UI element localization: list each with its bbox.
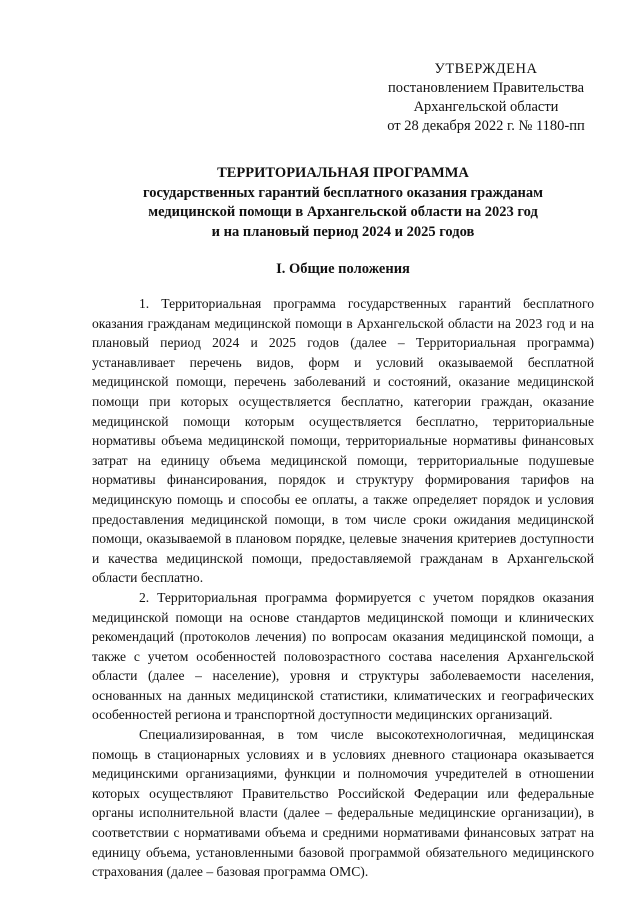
paragraph-3: Специализированная, в том числе высокотехнологичная, медицинская помощь в стационарных условиях и в условиях дневного стационара оказывается медицинскими организациями, функции и полномочия учредителей в отношении которых осуществляют Правительство Российской Федерации или федеральные органы исполнительной власти (далее – федеральные медицинские организации), в соответствии с нормативами объема и средними нормативами финансовых затрат на единицу объема, установленными базовой программой обязательного медицинского страхования (далее – базовая программа ОМС). bbox=[92, 727, 594, 880]
approval-line-1: постановлением Правительства bbox=[387, 80, 585, 96]
title-line-4: и на плановый период 2024 и 2025 годов bbox=[211, 223, 475, 240]
title-line-1: ТЕРРИТОРИАЛЬНАЯ ПРОГРАММА bbox=[217, 165, 469, 181]
section-heading: I. Общие положения bbox=[276, 261, 410, 277]
paragraph-2: 2. Территориальная программа формируется с учетом порядков оказания медицинской помощи на основе стандартов медицинской помощи и клинических рекомендаций (протоколов лечения) по вопросам оказания медицинской помощи, а также с учетом особенностей половозрастного состава населения Архангельской области (далее – население), уровня и структуры заболеваемости населения, основанных на данных медицинской статистики, климатических и географических особенностей региона и транспортной доступности медицинских организаций. bbox=[92, 589, 594, 723]
approval-line-2: Архангельской области bbox=[413, 99, 559, 115]
approval-line-3: от 28 декабря 2022 г. № 1180-пп bbox=[387, 118, 585, 134]
paragraph-1: 1. Территориальная программа государственных гарантий бесплатного оказания гражданам медицинской помощи в Архангельской области на 2023 год и на плановый период 2024 и 2025 годов (далее – Территориальная программа) устанавливает перечень видов, форм и условий оказываемой бесплатной медицинской помощи, перечень заболеваний и состояний, оказание медицинской помощи при которых осуществляется бесплатно, категории граждан, оказание медицинской помощи которым осуществляется бесплатно, территориальные нормативы объема медицинской помощи, территориальные нормативы финансовых затрат на единицу объема медицинской помощи, территориальные подушевые нормативы финансирования, порядок и структуру формирования тарифов на медицинскую помощь и способы ее оплаты, а также определяет порядок и условия предоставления медицинской помощи, в том числе сроки ожидания медицинской помощи, оказываемой в плановом порядке, целевые значения критериев доступности и качества медицинской помощи, предоставляемой гражданам в Архангельской области бесплатно. bbox=[92, 296, 594, 586]
title-line-3: медицинской помощи в Архангельской области на 2023 год bbox=[148, 204, 538, 220]
approval-status: УТВЕРЖДЕНА bbox=[434, 61, 538, 77]
approval-block bbox=[376, 60, 596, 136]
document-body bbox=[92, 294, 594, 882]
title-line-2: государственных гарантий бесплатного оказания гражданам bbox=[142, 184, 544, 201]
document-title bbox=[92, 164, 594, 242]
